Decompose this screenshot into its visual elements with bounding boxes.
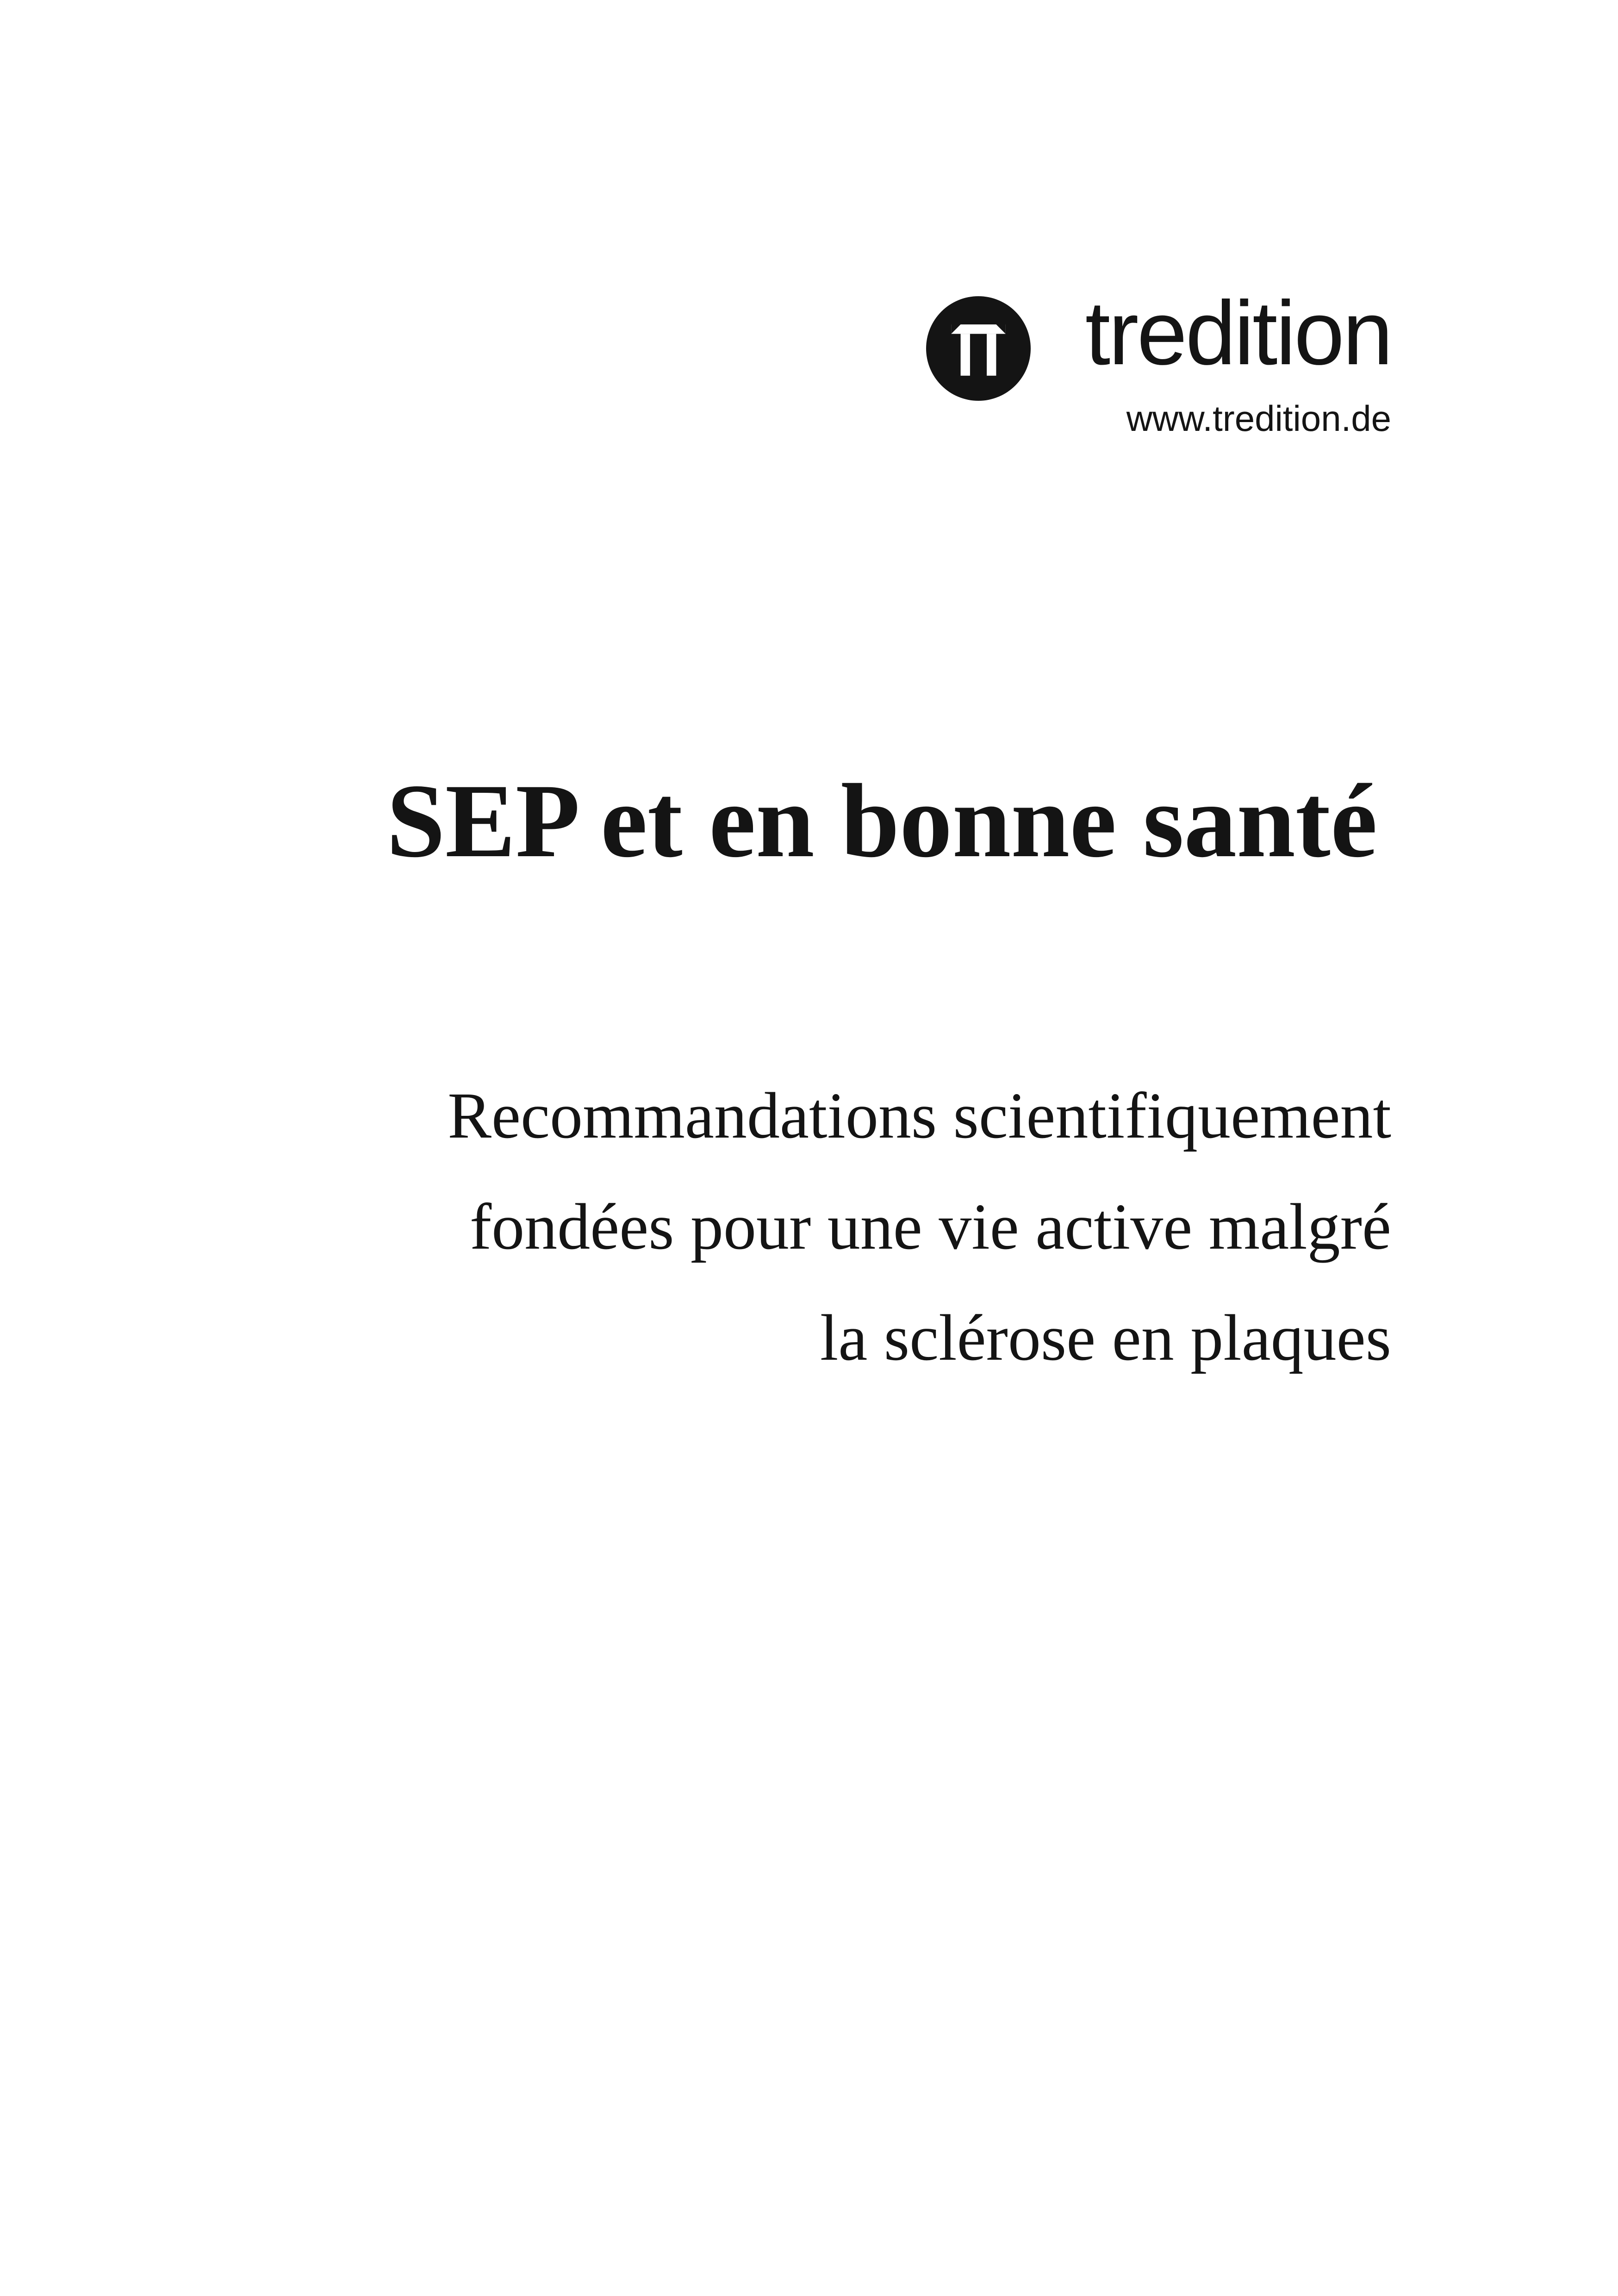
- publisher-website: www.tredition.de: [1126, 398, 1391, 439]
- tredition-logo-icon: [926, 296, 1031, 401]
- subtitle-line: Recommandations scientifiquement: [448, 1079, 1391, 1152]
- subtitle-line: la sclérose en plaques: [820, 1301, 1391, 1374]
- publisher-name: tredition: [1085, 282, 1391, 384]
- book-title: SEP et en bonne santé: [386, 763, 1377, 879]
- book-subtitle: [448, 1060, 1391, 1393]
- subtitle-line: fondées pour une vie active malgré: [469, 1190, 1391, 1263]
- publisher-logo: [882, 282, 1391, 449]
